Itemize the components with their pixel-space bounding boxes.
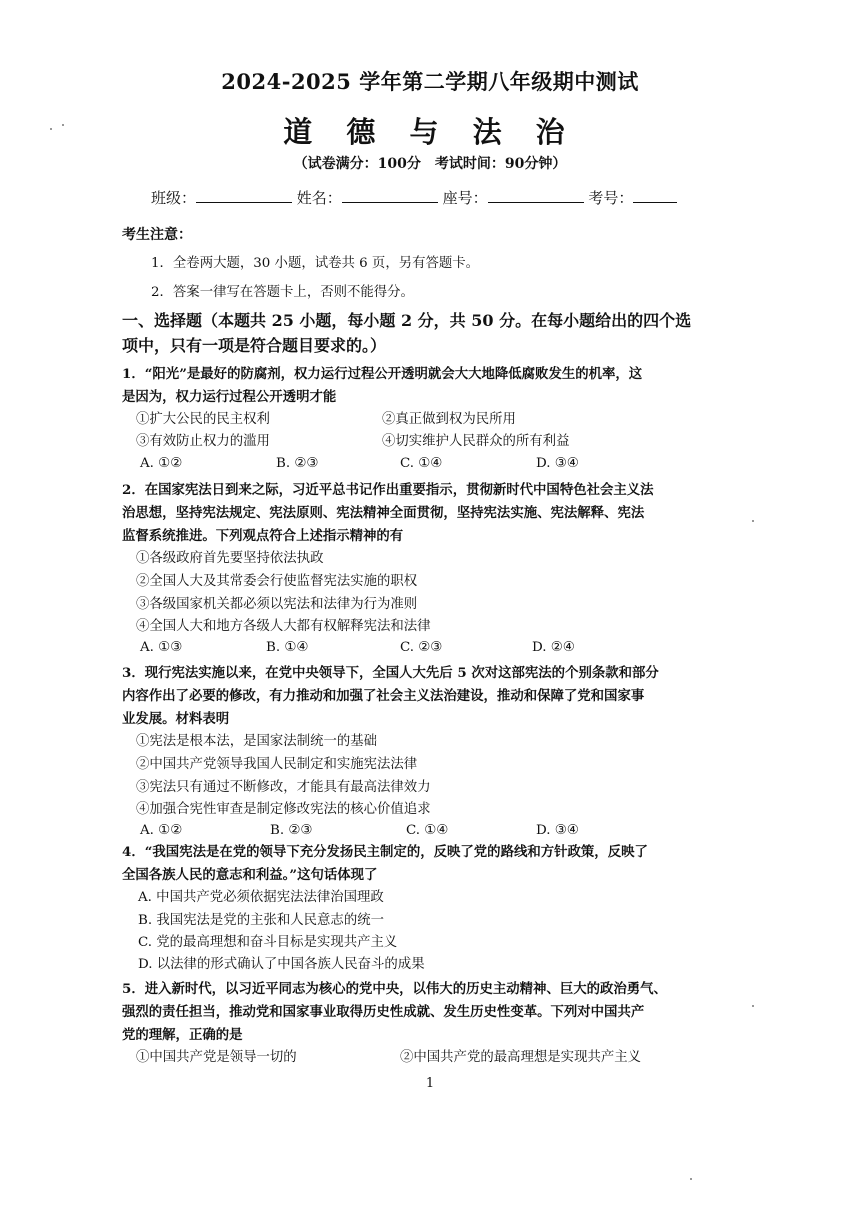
page-number: 1 [425,1076,435,1091]
scan-speck [62,124,64,126]
choice-c: C. ①④ [406,823,449,838]
question-stem: 监督系统推进。下列观点符合上述指示精神的有 [122,528,404,544]
choice-a: A. ①② [140,823,183,838]
choice-b: B. ②③ [270,823,313,838]
choice-c: C. ①④ [400,456,443,471]
question-stem: 3．现行宪法实施以来，在党中央领导下，全国人大先后 5 次对这部宪法的个别条款和部分 [122,665,659,681]
exam-no-label: 考号： [588,189,634,207]
section-heading: 项中，只有一项是符合题目要求的。） [122,336,387,355]
statement-item: ②真正做到权为民所用 [382,412,516,427]
student-info-row [151,187,677,208]
question-stem: 党的理解，正确的是 [122,1027,243,1043]
question-stem: 内容作出了必要的修改，有力推动和加强了社会主义法治建设，推动和保障了党和国家事 [122,688,645,704]
section-heading: 一、选择题（本题共 25 小题，每小题 2 分，共 50 分。在每小题给出的四个选 [122,311,692,330]
choice-b: B. ②③ [276,456,319,471]
question-stem: 1．“阳光”是最好的防腐剂，权力运行过程公开透明就会大大地降低腐败发生的机率，这 [122,366,643,382]
statement-item: ③各级国家机关都必须以宪法和法律为行为准则 [136,597,418,612]
name-label: 姓名： [296,189,342,207]
exam-no-blank [633,188,677,203]
question-stem: 2．在国家宪法日到来之际，习近平总书记作出重要指示，贯彻新时代中国特色社会主义法 [122,482,654,498]
name-blank [342,188,438,203]
question-stem: 4．“我国宪法是在党的领导下充分发扬民主制定的，反映了党的路线和方针政策，反映了 [122,844,648,860]
scan-speck [752,520,754,522]
class-label: 班级： [151,189,197,207]
statement-item: ①扩大公民的民主权利 [136,412,270,427]
choice-c: C. 党的最高理想和奋斗目标是实现共产主义 [138,935,398,950]
choice-b: B. 我国宪法是党的主张和人民意志的统一 [138,913,384,928]
notice-item: 2．答案一律写在答题卡上，否则不能得分。 [151,285,414,300]
notice-item: 1．全卷两大题，30 小题，试卷共 6 页，另有答题卡。 [151,256,480,271]
question-stem: 强烈的责任担当，推动党和国家事业取得历史性成就、发生历史性变革。下列对中国共产 [122,1004,645,1020]
statement-item: ②全国人大及其常委会行使监督宪法实施的职权 [136,574,418,589]
choice-a: A. ①② [140,456,183,471]
scan-speck [752,1005,754,1007]
choice-d: D. ③④ [536,823,579,838]
question-stem: 是因为，权力运行过程公开透明才能 [122,389,337,405]
statement-item: ①中国共产党是领导一切的 [136,1050,297,1065]
statement-item: ②中国共产党的最高理想是实现共产主义 [400,1050,642,1065]
seat-blank [488,188,584,203]
subject-title: 道 德 与 法 治 [283,115,577,149]
scan-speck [50,128,52,130]
statement-item: ③有效防止权力的滥用 [136,434,270,449]
notice-heading: 考生注意： [122,227,192,243]
class-blank [196,188,292,203]
question-stem: 全国各族人民的意志和利益。”这句话体现了 [122,867,378,883]
statement-item: ①各级政府首先要坚持依法执政 [136,551,324,566]
scan-speck [690,1178,692,1180]
statement-item: ②中国共产党领导我国人民制定和实施宪法法律 [136,757,418,772]
choice-b: B. ①④ [266,640,309,655]
choice-d: D. 以法律的形式确认了中国各族人民奋斗的成果 [138,957,425,972]
seat-label: 座号： [442,189,488,207]
choice-d: D. ③④ [536,456,579,471]
question-stem: 业发展。材料表明 [122,711,230,727]
choice-a: A. 中国共产党必须依据宪法法律治国理政 [138,890,384,905]
choice-d: D. ②④ [532,640,575,655]
choice-a: A. ①③ [140,640,183,655]
statement-item: ④加强合宪性审查是制定修改宪法的核心价值追求 [136,802,431,817]
exam-subtitle: （试卷满分：100分 考试时间：90分钟） [293,156,567,172]
statement-item: ③宪法只有通过不断修改，才能具有最高法律效力 [136,780,431,795]
statement-item: ①宪法是根本法，是国家法制统一的基础 [136,734,378,749]
question-stem: 5．进入新时代，以习近平同志为核心的党中央，以伟大的历史主动精神、巨大的政治勇气、 [122,981,667,997]
statement-item: ④全国人大和地方各级人大都有权解释宪法和法律 [136,619,431,634]
exam-title: 2024-2025 学年第二学期八年级期中测试 [221,69,639,94]
choice-c: C. ②③ [400,640,443,655]
question-stem: 治思想，坚持宪法规定、宪法原则、宪法精神全面贯彻，坚持宪法实施、宪法解释、宪法 [122,505,645,521]
statement-item: ④切实维护人民群众的所有利益 [382,434,570,449]
